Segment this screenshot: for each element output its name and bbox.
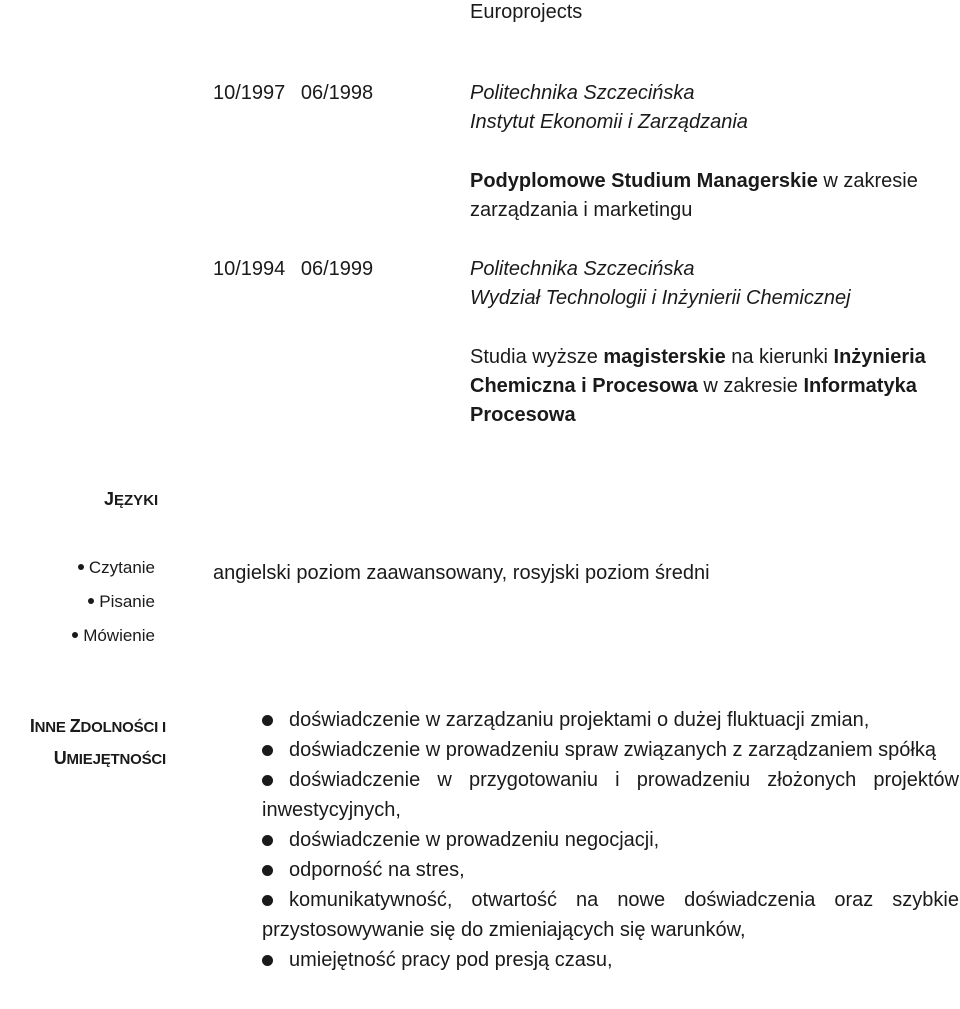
education-school-2: Politechnika Szczecińska: [470, 258, 695, 280]
list-item-text: doświadczenie w prowadzeniu negocjacji,: [289, 829, 660, 851]
bullet-icon: [262, 895, 273, 906]
heading-initial: U: [53, 748, 67, 768]
other-skills-list: [262, 705, 959, 975]
bullet-icon: [72, 632, 78, 638]
list-item-text: doświadczenie w prowadzeniu spraw związanych z zarządzaniem spółką: [289, 739, 936, 761]
language-levels: angielski poziom zaawansowany, rosyjski poziom średni: [213, 562, 710, 584]
education-faculty-2: Wydział Technologii i Inżynierii Chemicznej: [470, 287, 851, 309]
program-degree: magisterskie: [603, 346, 726, 368]
bullet-icon: [262, 955, 273, 966]
heading-rest: DOLNOŚCI I: [80, 719, 166, 736]
heading-rest: ĘZYKI: [114, 492, 159, 509]
bullet-icon: [88, 598, 94, 604]
language-skill-reading: [78, 558, 155, 578]
list-item-text: umiejętność pracy pod presją czasu,: [289, 949, 613, 971]
bullet-icon: [262, 745, 273, 756]
education-program-1-text: w zakresie: [817, 170, 918, 192]
education-program-1-line2: zarządzania i marketingu: [470, 199, 693, 221]
language-skill-label: Czytanie: [88, 558, 155, 577]
bullet-icon: [262, 865, 273, 876]
education-program-2-line1: [470, 343, 926, 372]
education-program-1-bold: Podyplomowe Studium Managerskie: [470, 170, 818, 192]
education-faculty-1: Instytut Ekonomii i Zarządzania: [470, 111, 748, 133]
program-field: Inżynieria: [833, 346, 926, 368]
education-dates-1: 10/1997 06/1998: [213, 82, 374, 104]
list-item-text: odporność na stres,: [289, 859, 465, 881]
list-item: [262, 825, 959, 855]
education-program-1: [470, 167, 918, 196]
heading-initial: J: [104, 489, 115, 509]
bullet-icon: [262, 775, 273, 786]
language-skill-writing: [88, 592, 155, 612]
list-item: [262, 945, 959, 975]
program-specialization: Informatyka: [803, 375, 917, 397]
program-field: Chemiczna i Procesowa: [470, 375, 698, 397]
other-skills-heading-line2: [0, 743, 166, 775]
list-item-text: doświadczenie w zarządzaniu projektami o dużej fluktuacji zmian,: [289, 709, 870, 731]
program-text: na kierunki: [725, 346, 834, 368]
bullet-icon: [262, 835, 273, 846]
list-item: [262, 855, 959, 885]
heading-rest: NNE: [34, 719, 70, 736]
bullet-icon: [78, 564, 84, 570]
program-text: Studia wyższe: [470, 346, 604, 368]
list-item: [262, 885, 959, 945]
section-top-label: Europrojects: [470, 1, 583, 23]
heading-initial: I: [29, 716, 35, 736]
list-item-text: komunikatywność, otwartość na nowe doświadczenia oraz szybkie przystosowywanie się do zmieniających się warunków,: [262, 889, 959, 941]
language-skill-label: Pisanie: [99, 592, 155, 611]
heading-rest: MIEJĘTNOŚCI: [66, 751, 166, 768]
education-school-1: Politechnika Szczecińska: [470, 82, 695, 104]
program-text: w zakresie: [697, 375, 804, 397]
language-skill-speaking: [72, 626, 155, 646]
education-program-2-line3: Procesowa: [470, 404, 576, 426]
heading-initial: Z: [69, 716, 81, 736]
education-dates-2: 10/1994 06/1999: [213, 258, 374, 280]
list-item: [262, 705, 959, 735]
bullet-icon: [262, 715, 273, 726]
education-program-2-line2: [470, 372, 917, 401]
list-item-text: doświadczenie w przygotowaniu i prowadzeniu złożonych projektów inwestycyjnych,: [262, 769, 959, 821]
languages-heading: [104, 484, 158, 516]
other-skills-heading: [0, 711, 166, 775]
list-item: [262, 765, 959, 825]
other-skills-heading-line1: [0, 711, 166, 743]
language-skill-label: Mówienie: [83, 626, 155, 645]
list-item: [262, 735, 959, 765]
